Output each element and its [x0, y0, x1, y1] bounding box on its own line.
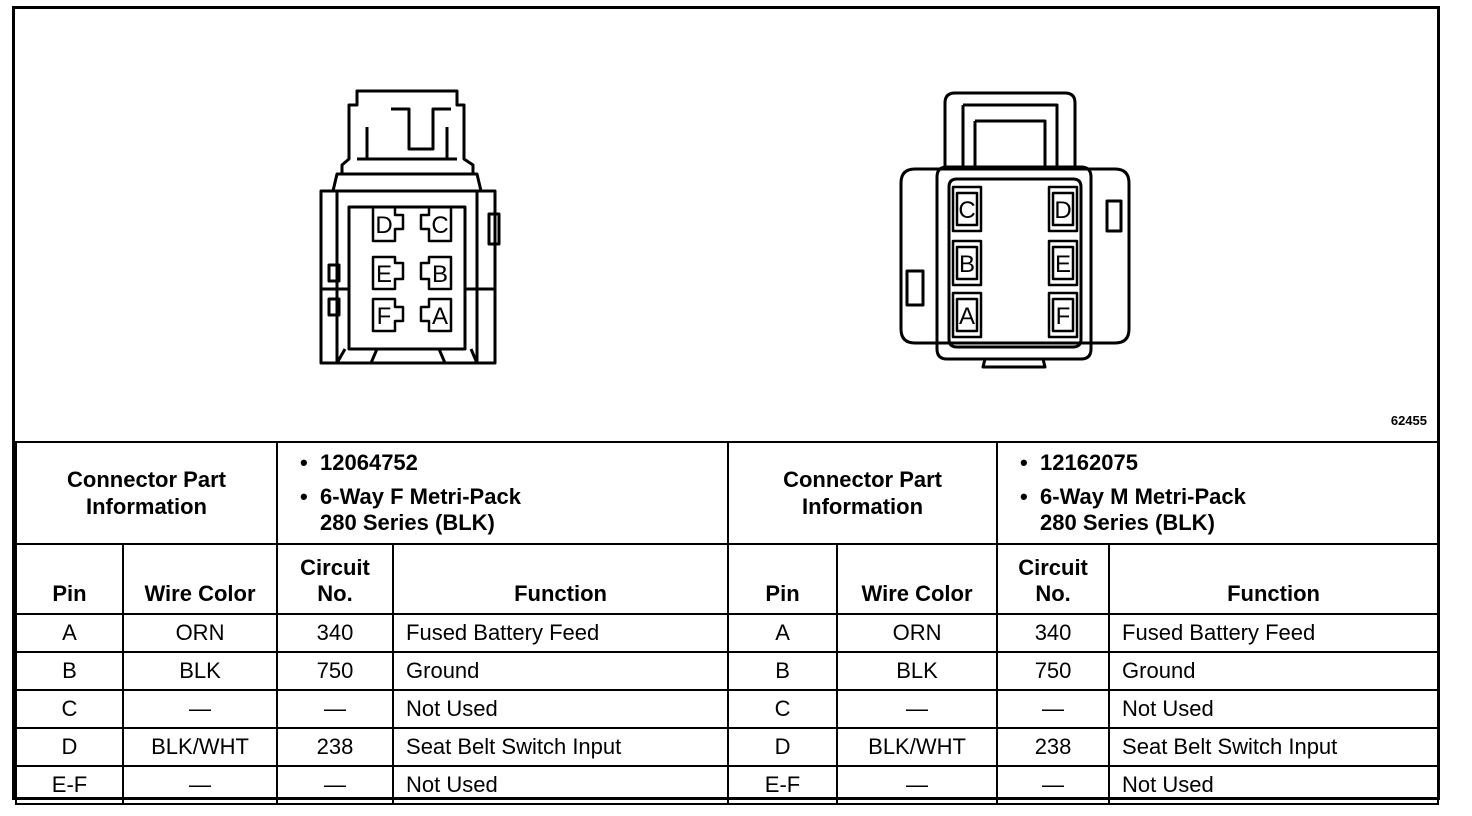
pin-cell: A	[16, 614, 123, 652]
function-cell: Seat Belt Switch Input	[393, 728, 728, 766]
connector-sheet	[12, 6, 1440, 800]
wire-color-cell: ORN	[837, 614, 997, 652]
circuit-cell: 238	[997, 728, 1109, 766]
diagram-id: 62455	[1390, 413, 1427, 428]
circuit-cell: 750	[997, 652, 1109, 690]
circuit-cell: 238	[277, 728, 393, 766]
wire-color-cell: BLK/WHT	[123, 728, 277, 766]
female-pin-label: D	[375, 212, 393, 239]
male-pin-label: E	[1054, 251, 1072, 278]
part-description: • 6-Way F Metri-Pack	[320, 484, 727, 510]
pin-cell: B	[728, 652, 837, 690]
pin-cell: C	[728, 690, 837, 728]
function-header: Function	[1109, 544, 1438, 614]
function-cell: Fused Battery Feed	[1109, 614, 1438, 652]
circuit-cell: 750	[277, 652, 393, 690]
female-pin-label: F	[376, 303, 392, 330]
male-pin-label: F	[1055, 303, 1071, 330]
pin-cell: E-F	[728, 766, 837, 804]
table-row	[16, 690, 1438, 728]
connector-drawing	[15, 9, 1437, 441]
function-cell: Ground	[1109, 652, 1438, 690]
table-row	[16, 728, 1438, 766]
function-cell: Not Used	[1109, 690, 1438, 728]
part-info-row	[16, 442, 1438, 544]
pin-header: Pin	[16, 544, 123, 614]
circuit-cell: —	[277, 690, 393, 728]
pin-cell: E-F	[16, 766, 123, 804]
label-line: Connector Part	[67, 467, 226, 492]
connector-diagrams	[15, 9, 1437, 441]
pin-cell: C	[16, 690, 123, 728]
wire-color-header: Wire Color	[837, 544, 997, 614]
circuit-cell: 340	[277, 614, 393, 652]
function-cell: Fused Battery Feed	[393, 614, 728, 652]
pin-cell: D	[16, 728, 123, 766]
wire-color-cell: BLK	[837, 652, 997, 690]
wire-color-cell: ORN	[123, 614, 277, 652]
function-cell: Seat Belt Switch Input	[1109, 728, 1438, 766]
circuit-header-line: No.	[317, 581, 353, 606]
table-row	[16, 766, 1438, 804]
wire-color-cell: —	[123, 766, 277, 804]
female-pin-label: A	[431, 303, 449, 330]
circuit-header	[997, 544, 1109, 614]
circuit-header-line: Circuit	[300, 555, 370, 580]
column-header-row	[16, 544, 1438, 614]
wire-color-cell: —	[123, 690, 277, 728]
function-cell: Ground	[393, 652, 728, 690]
wire-color-cell: BLK	[123, 652, 277, 690]
wire-color-cell: —	[837, 766, 997, 804]
male-connector-body	[901, 93, 1129, 367]
female-pin-label: B	[431, 261, 449, 288]
circuit-cell: —	[997, 690, 1109, 728]
circuit-header	[277, 544, 393, 614]
label-line: Connector Part	[783, 467, 942, 492]
male-pin-label: C	[958, 197, 976, 224]
female-pin-label: C	[431, 212, 449, 239]
right-info-label	[728, 442, 997, 544]
part-description-cont: 280 Series (BLK)	[1040, 510, 1215, 535]
left-part-details	[277, 442, 728, 544]
wire-color-header: Wire Color	[123, 544, 277, 614]
label-line: Information	[86, 494, 207, 519]
female-pin-label: E	[375, 261, 393, 288]
circuit-header-line: No.	[1035, 581, 1071, 606]
male-pin-label: A	[958, 303, 976, 330]
pin-cell: B	[16, 652, 123, 690]
male-pin-label: B	[958, 251, 976, 278]
circuit-header-line: Circuit	[1018, 555, 1088, 580]
circuit-cell: 340	[997, 614, 1109, 652]
part-number: • 12162075	[1040, 450, 1437, 476]
wire-color-cell: —	[837, 690, 997, 728]
pin-cell: D	[728, 728, 837, 766]
part-number: • 12064752	[320, 450, 727, 476]
pin-header: Pin	[728, 544, 837, 614]
right-part-details	[997, 442, 1438, 544]
label-line: Information	[802, 494, 924, 519]
circuit-cell: —	[997, 766, 1109, 804]
function-cell: Not Used	[393, 690, 728, 728]
part-description: • 6-Way M Metri-Pack	[1040, 484, 1437, 510]
connector-table	[15, 441, 1439, 805]
pin-cell: A	[728, 614, 837, 652]
table-row	[16, 652, 1438, 690]
left-info-label	[16, 442, 277, 544]
circuit-cell: —	[277, 766, 393, 804]
function-cell: Not Used	[393, 766, 728, 804]
male-pin-label: D	[1054, 197, 1072, 224]
function-cell: Not Used	[1109, 766, 1438, 804]
table-row	[16, 614, 1438, 652]
wire-color-cell: BLK/WHT	[837, 728, 997, 766]
part-description-cont: 280 Series (BLK)	[320, 510, 495, 535]
function-header: Function	[393, 544, 728, 614]
female-connector-body	[321, 91, 499, 363]
